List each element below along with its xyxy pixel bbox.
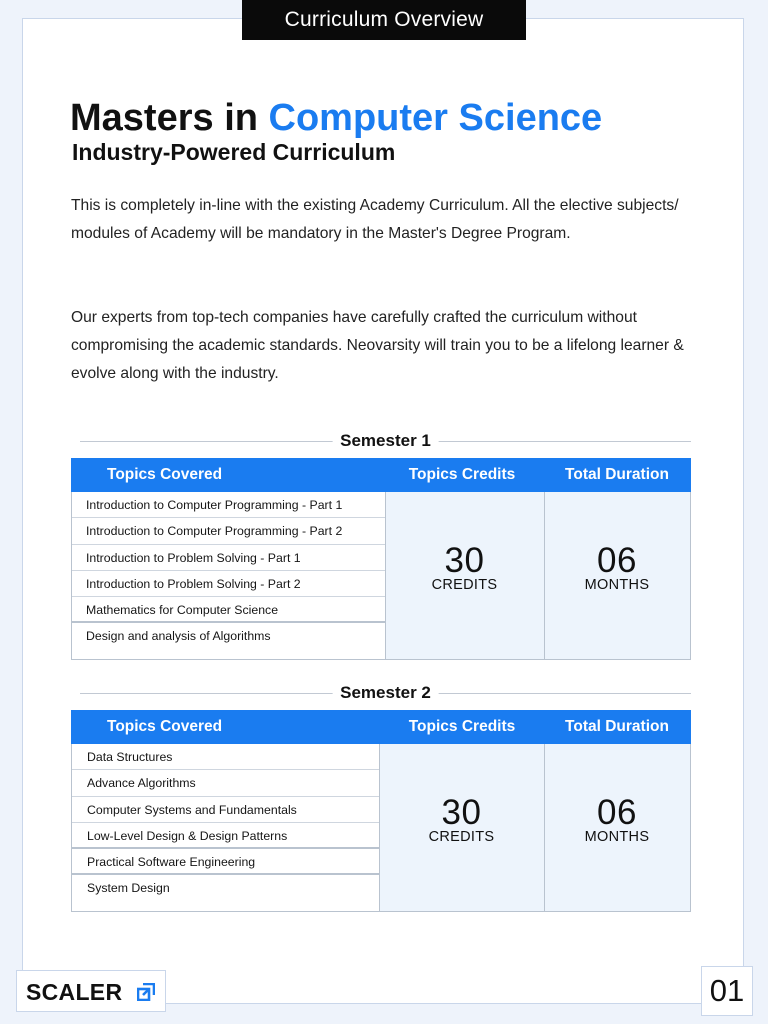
topic-row: System Design: [87, 881, 170, 896]
credits-value: 30: [441, 793, 482, 832]
page-title: [70, 96, 602, 140]
scaler-logo: [16, 970, 166, 1012]
topics-column: [72, 492, 386, 659]
credits-column: [385, 492, 545, 659]
topic-row: Practical Software Engineering: [72, 849, 379, 875]
col-header-credits: Topics Credits: [408, 718, 516, 735]
topic-row: Mathematics for Computer Science: [72, 597, 385, 623]
table-header: [71, 458, 691, 492]
semester-1-label: Semester 1: [332, 431, 439, 451]
duration-column: [544, 744, 690, 911]
credits-value: 30: [444, 541, 485, 580]
scaler-logo-icon: [137, 983, 155, 1001]
col-header-duration: Total Duration: [565, 466, 669, 483]
duration-unit: MONTHS: [584, 829, 650, 845]
topic-row: Design and analysis of Algorithms: [86, 629, 271, 644]
table-body: [71, 492, 691, 660]
topic-row: Data Structures: [72, 744, 379, 770]
page-subtitle: Industry-Powered Curriculum: [72, 139, 396, 165]
table-header: [71, 710, 691, 744]
logo-text: SCALER: [26, 979, 123, 1005]
duration-unit: MONTHS: [584, 577, 650, 593]
col-header-topics: Topics Covered: [107, 718, 223, 735]
title-part2: Computer Science: [268, 97, 603, 139]
col-header-credits: Topics Credits: [408, 466, 516, 483]
page-number: [701, 966, 753, 1016]
credits-unit: CREDITS: [431, 577, 498, 593]
semester-1-table: [71, 458, 691, 660]
col-header-topics: Topics Covered: [107, 466, 223, 483]
header-tab: [242, 0, 526, 40]
semester-2-label: Semester 2: [332, 683, 439, 703]
table-body: [71, 744, 691, 912]
topic-row: Introduction to Computer Programming - Part 2: [72, 518, 385, 544]
semester-2-table: [71, 710, 691, 912]
title-part1: Masters in: [70, 97, 258, 139]
topic-row: Introduction to Problem Solving - Part 1: [72, 545, 385, 571]
topic-row: Low-Level Design & Design Patterns: [72, 823, 379, 849]
topic-row: Advance Algorithms: [72, 770, 379, 796]
semester-2-heading: [80, 683, 691, 703]
col-header-duration: Total Duration: [565, 718, 669, 735]
topic-row: Introduction to Problem Solving - Part 2: [72, 571, 385, 597]
intro-paragraph-1: This is completely in-line with the existing Academy Curriculum. All the elective subjects/ modules of Academy will be mandatory in the Master's Degree Program.: [71, 197, 679, 242]
topics-column: [72, 744, 380, 911]
topic-row: Computer Systems and Fundamentals: [72, 797, 379, 823]
credits-column: [379, 744, 545, 911]
header-tab-label: Curriculum Overview: [284, 8, 484, 31]
credits-unit: CREDITS: [428, 829, 495, 845]
duration-column: [544, 492, 690, 659]
topic-row: Introduction to Computer Programming - Part 1: [72, 492, 385, 518]
page-number-text: 01: [709, 973, 745, 1008]
intro-paragraph-2: Our experts from top-tech companies have carefully crafted the curriculum without compromising the academic standards. Neovarsity will train you to be a lifelong learner & evolve along with the industry.: [71, 309, 684, 382]
semester-1-heading: [80, 431, 691, 451]
duration-value: 06: [597, 793, 637, 832]
duration-value: 06: [597, 541, 637, 580]
